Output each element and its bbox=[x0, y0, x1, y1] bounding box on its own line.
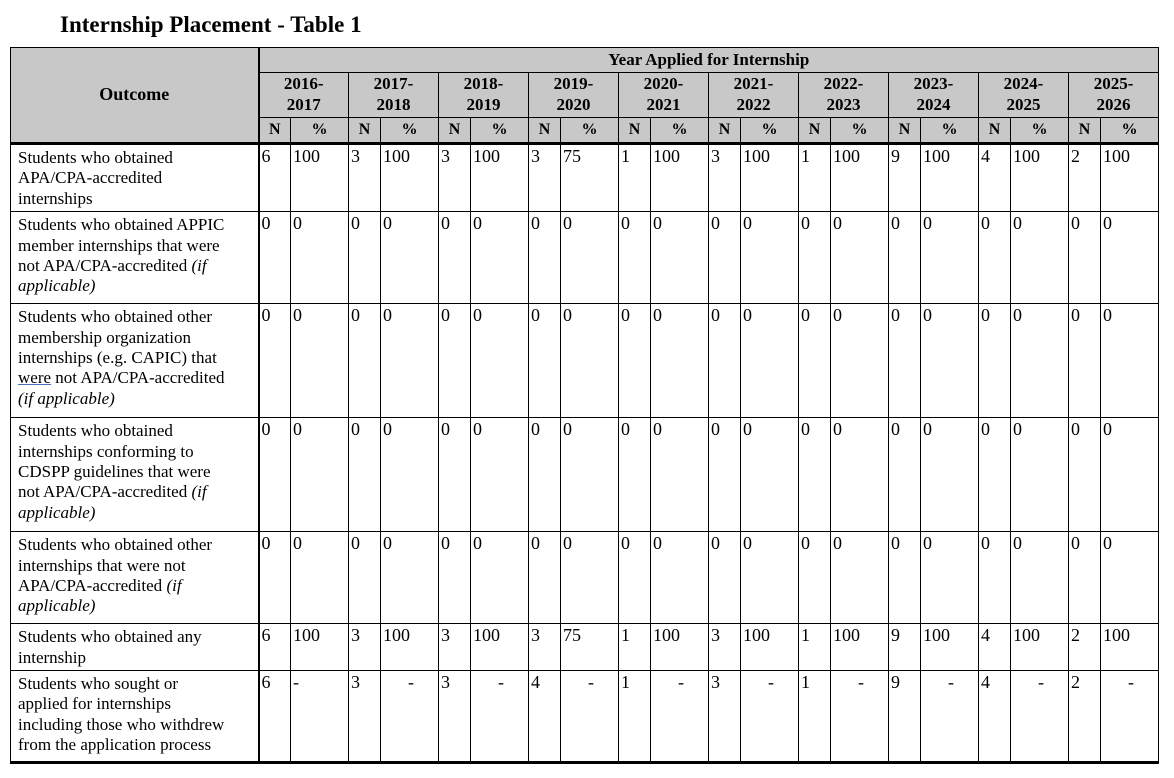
outcome-label-line: Students who obtained other bbox=[18, 535, 213, 555]
percent-cell: 0 bbox=[741, 212, 799, 304]
percent-cell: - bbox=[291, 670, 349, 762]
percent-cell: 100 bbox=[651, 624, 709, 671]
n-cell: 0 bbox=[799, 212, 831, 304]
percent-cell: - bbox=[921, 670, 979, 762]
n-cell: 0 bbox=[529, 304, 561, 418]
period-end: 2021 bbox=[646, 95, 681, 114]
n-cell: 0 bbox=[259, 212, 291, 304]
n-cell: 0 bbox=[889, 212, 921, 304]
percent-cell: 0 bbox=[651, 418, 709, 532]
outcome-label bbox=[11, 624, 259, 671]
period-header bbox=[259, 73, 349, 118]
percent-cell: 0 bbox=[291, 418, 349, 532]
n-cell: 0 bbox=[439, 212, 471, 304]
percent-cell: 100 bbox=[1011, 624, 1069, 671]
period-start: 2023- bbox=[913, 74, 954, 94]
table-row bbox=[11, 144, 1159, 212]
n-column-header: N bbox=[259, 118, 291, 144]
percent-cell: 0 bbox=[831, 532, 889, 624]
n-cell: 1 bbox=[619, 670, 651, 762]
percent-cell: 0 bbox=[831, 212, 889, 304]
percent-column-header: % bbox=[1101, 118, 1159, 144]
table-row bbox=[11, 532, 1159, 624]
if-applicable-note: (if applicable) bbox=[18, 575, 182, 616]
table-row bbox=[11, 304, 1159, 418]
period-start: 2016- bbox=[283, 74, 324, 94]
table-header bbox=[11, 48, 1159, 144]
percent-column-header: % bbox=[831, 118, 889, 144]
n-cell: 0 bbox=[889, 532, 921, 624]
n-cell: 1 bbox=[799, 144, 831, 212]
n-cell: 0 bbox=[1069, 532, 1101, 624]
n-cell: 0 bbox=[529, 532, 561, 624]
percent-cell: 0 bbox=[561, 212, 619, 304]
n-cell: 0 bbox=[709, 304, 741, 418]
outcome-label-line: internships bbox=[18, 188, 93, 208]
outcome-label-line: not APA/CPA-accredited bbox=[51, 368, 225, 388]
outcome-label-line: including those who withdrew bbox=[18, 714, 225, 734]
period-start: 2020- bbox=[643, 74, 684, 94]
percent-cell: 100 bbox=[291, 144, 349, 212]
outcome-label-line: internships (e.g. CAPIC) that bbox=[18, 347, 217, 367]
percent-cell: 0 bbox=[291, 304, 349, 418]
table-row bbox=[11, 212, 1159, 304]
n-cell: 0 bbox=[259, 304, 291, 418]
percent-cell: 75 bbox=[561, 144, 619, 212]
n-column-header: N bbox=[619, 118, 651, 144]
percent-cell: 0 bbox=[471, 418, 529, 532]
period-start: 2021- bbox=[733, 74, 774, 94]
outcome-label bbox=[11, 418, 259, 532]
percent-cell: 100 bbox=[741, 144, 799, 212]
outcome-label-line: internships conforming to bbox=[18, 441, 194, 461]
period-header bbox=[439, 73, 529, 118]
table-row bbox=[11, 418, 1159, 532]
percent-cell: 0 bbox=[561, 304, 619, 418]
n-cell: 0 bbox=[709, 212, 741, 304]
percent-cell: 0 bbox=[1011, 532, 1069, 624]
n-cell: 3 bbox=[439, 144, 471, 212]
period-end: 2024 bbox=[916, 95, 951, 114]
n-cell: 0 bbox=[349, 212, 381, 304]
outcome-label-line: Students who obtained other bbox=[18, 307, 213, 327]
percent-cell: 0 bbox=[921, 532, 979, 624]
internship-placement-table bbox=[10, 47, 1159, 764]
n-cell: 3 bbox=[439, 670, 471, 762]
percent-cell: 0 bbox=[381, 212, 439, 304]
percent-cell: 100 bbox=[471, 144, 529, 212]
percent-cell: 100 bbox=[1101, 144, 1159, 212]
percent-cell: 100 bbox=[471, 624, 529, 671]
percent-cell: 0 bbox=[471, 212, 529, 304]
percent-cell: 0 bbox=[831, 418, 889, 532]
outcome-label-line: internships that were not bbox=[18, 555, 186, 575]
percent-cell: 0 bbox=[381, 418, 439, 532]
percent-cell: 0 bbox=[921, 418, 979, 532]
page-title: Internship Placement - Table 1 bbox=[60, 12, 362, 37]
n-cell: 0 bbox=[979, 418, 1011, 532]
percent-cell: - bbox=[381, 670, 439, 762]
period-end: 2020 bbox=[556, 95, 591, 114]
n-cell: 0 bbox=[979, 304, 1011, 418]
outcome-label-line: Students who obtained any bbox=[18, 627, 202, 647]
n-cell: 3 bbox=[349, 624, 381, 671]
n-cell: 0 bbox=[529, 212, 561, 304]
n-column-header: N bbox=[439, 118, 471, 144]
n-cell: 0 bbox=[889, 418, 921, 532]
percent-cell: 0 bbox=[1011, 212, 1069, 304]
period-header bbox=[529, 73, 619, 118]
percent-cell: 0 bbox=[561, 418, 619, 532]
n-cell: 2 bbox=[1069, 670, 1101, 762]
n-cell: 4 bbox=[529, 670, 561, 762]
percent-cell: 100 bbox=[831, 624, 889, 671]
table-body bbox=[11, 144, 1159, 763]
percent-cell: 100 bbox=[1101, 624, 1159, 671]
n-cell: 0 bbox=[979, 532, 1011, 624]
percent-cell: 100 bbox=[741, 624, 799, 671]
percent-cell: - bbox=[1011, 670, 1069, 762]
percent-cell: 0 bbox=[561, 532, 619, 624]
outcome-label-line: Students who obtained APPIC bbox=[18, 215, 225, 235]
outcome-label-line: APA/CPA-accredited bbox=[18, 168, 163, 188]
period-start: 2022- bbox=[823, 74, 864, 94]
outcome-label-line: were bbox=[18, 368, 52, 388]
n-cell: 0 bbox=[349, 532, 381, 624]
period-header bbox=[619, 73, 709, 118]
percent-column-header: % bbox=[561, 118, 619, 144]
n-column-header: N bbox=[709, 118, 741, 144]
n-cell: 3 bbox=[439, 624, 471, 671]
percent-cell: 100 bbox=[1011, 144, 1069, 212]
n-cell: 4 bbox=[979, 624, 1011, 671]
n-cell: 3 bbox=[709, 624, 741, 671]
outcome-label bbox=[11, 670, 259, 762]
n-column-header: N bbox=[529, 118, 561, 144]
percent-column-header: % bbox=[921, 118, 979, 144]
outcome-label-line: not APA/CPA-accredited bbox=[18, 255, 192, 275]
percent-cell: 0 bbox=[651, 304, 709, 418]
if-applicable-note: (if applicable) bbox=[18, 255, 207, 296]
n-cell: 3 bbox=[709, 670, 741, 762]
n-cell: 4 bbox=[979, 144, 1011, 212]
n-cell: 0 bbox=[439, 418, 471, 532]
period-header bbox=[889, 73, 979, 118]
n-cell: 0 bbox=[529, 418, 561, 532]
percent-cell: - bbox=[561, 670, 619, 762]
percent-column-header: % bbox=[651, 118, 709, 144]
n-cell: 0 bbox=[799, 304, 831, 418]
n-cell: 0 bbox=[439, 532, 471, 624]
percent-cell: 100 bbox=[831, 144, 889, 212]
outcome-header: Outcome bbox=[11, 48, 259, 144]
n-cell: 0 bbox=[979, 212, 1011, 304]
n-cell: 1 bbox=[619, 144, 651, 212]
n-cell: 3 bbox=[529, 144, 561, 212]
percent-cell: 0 bbox=[831, 304, 889, 418]
n-column-header: N bbox=[799, 118, 831, 144]
outcome-label-line: membership organization bbox=[18, 327, 191, 347]
percent-cell: 75 bbox=[561, 624, 619, 671]
period-header bbox=[709, 73, 799, 118]
percent-cell: 0 bbox=[1101, 304, 1159, 418]
n-cell: 0 bbox=[259, 418, 291, 532]
n-cell: 9 bbox=[889, 670, 921, 762]
n-cell: 6 bbox=[259, 624, 291, 671]
table-row bbox=[11, 670, 1159, 762]
percent-cell: 0 bbox=[381, 304, 439, 418]
percent-cell: 100 bbox=[921, 624, 979, 671]
percent-cell: - bbox=[831, 670, 889, 762]
period-end: 2017 bbox=[286, 95, 321, 114]
percent-cell: 0 bbox=[471, 304, 529, 418]
percent-cell: 100 bbox=[921, 144, 979, 212]
percent-cell: 0 bbox=[1011, 418, 1069, 532]
period-header bbox=[799, 73, 889, 118]
outcome-label bbox=[11, 532, 259, 624]
outcome-label bbox=[11, 304, 259, 418]
n-cell: 0 bbox=[1069, 304, 1101, 418]
n-cell: 0 bbox=[619, 304, 651, 418]
n-cell: 0 bbox=[619, 212, 651, 304]
n-cell: 0 bbox=[619, 418, 651, 532]
percent-cell: 0 bbox=[1101, 418, 1159, 532]
percent-cell: 0 bbox=[741, 532, 799, 624]
period-header bbox=[1069, 73, 1159, 118]
n-cell: 2 bbox=[1069, 624, 1101, 671]
percent-column-header: % bbox=[471, 118, 529, 144]
percent-column-header: % bbox=[1011, 118, 1069, 144]
period-end: 2018 bbox=[376, 95, 411, 114]
n-cell: 3 bbox=[709, 144, 741, 212]
period-end: 2025 bbox=[1006, 95, 1041, 114]
percent-cell: - bbox=[1101, 670, 1159, 762]
outcome-label-line: Students who obtained bbox=[18, 148, 173, 167]
n-cell: 0 bbox=[709, 532, 741, 624]
n-cell: 0 bbox=[1069, 418, 1101, 532]
outcome-label bbox=[11, 212, 259, 304]
n-cell: 0 bbox=[349, 304, 381, 418]
outcome-label-line: CDSPP guidelines that were bbox=[18, 461, 211, 481]
percent-column-header: % bbox=[741, 118, 799, 144]
percent-cell: - bbox=[651, 670, 709, 762]
percent-cell: 100 bbox=[381, 144, 439, 212]
n-cell: 9 bbox=[889, 624, 921, 671]
percent-cell: 0 bbox=[741, 304, 799, 418]
table-row bbox=[11, 624, 1159, 671]
percent-cell: 100 bbox=[651, 144, 709, 212]
percent-column-header: % bbox=[291, 118, 349, 144]
period-end: 2019 bbox=[466, 95, 501, 114]
percent-cell: 0 bbox=[651, 212, 709, 304]
n-cell: 0 bbox=[889, 304, 921, 418]
outcome-label-line: Students who obtained bbox=[18, 421, 173, 441]
percent-cell: 0 bbox=[381, 532, 439, 624]
percent-cell: 0 bbox=[651, 532, 709, 624]
n-cell: 0 bbox=[349, 418, 381, 532]
n-cell: 0 bbox=[799, 532, 831, 624]
outcome-label-line: from the application process bbox=[18, 735, 212, 755]
n-cell: 1 bbox=[799, 670, 831, 762]
if-applicable-note: (if applicable) bbox=[18, 388, 115, 408]
year-applied-header: Year Applied for Internship bbox=[259, 48, 1159, 73]
period-start: 2024- bbox=[1003, 74, 1044, 94]
n-cell: 6 bbox=[259, 670, 291, 762]
n-cell: 2 bbox=[1069, 144, 1101, 212]
percent-cell: 0 bbox=[741, 418, 799, 532]
outcome-label-line: applied for internships bbox=[18, 694, 171, 714]
percent-cell: 0 bbox=[921, 304, 979, 418]
outcome-label-line: not APA/CPA-accredited bbox=[18, 482, 192, 502]
n-cell: 0 bbox=[799, 418, 831, 532]
n-cell: 1 bbox=[619, 624, 651, 671]
n-cell: 0 bbox=[619, 532, 651, 624]
n-cell: 0 bbox=[259, 532, 291, 624]
n-column-header: N bbox=[889, 118, 921, 144]
percent-cell: 0 bbox=[291, 532, 349, 624]
n-cell: 4 bbox=[979, 670, 1011, 762]
percent-cell: 0 bbox=[1101, 212, 1159, 304]
period-end: 2022 bbox=[736, 95, 771, 114]
period-start: 2019- bbox=[553, 74, 594, 94]
n-column-header: N bbox=[1069, 118, 1101, 144]
percent-cell: - bbox=[471, 670, 529, 762]
n-cell: 3 bbox=[529, 624, 561, 671]
percent-cell: 0 bbox=[471, 532, 529, 624]
period-end: 2026 bbox=[1096, 95, 1131, 114]
outcome-label-line: internship bbox=[18, 647, 86, 667]
period-start: 2025- bbox=[1093, 74, 1134, 94]
n-cell: 0 bbox=[1069, 212, 1101, 304]
n-cell: 9 bbox=[889, 144, 921, 212]
percent-cell: 0 bbox=[1101, 532, 1159, 624]
percent-cell: 0 bbox=[1011, 304, 1069, 418]
n-column-header: N bbox=[349, 118, 381, 144]
period-header bbox=[979, 73, 1069, 118]
n-cell: 3 bbox=[349, 670, 381, 762]
if-applicable-note: (if applicable) bbox=[18, 482, 207, 522]
percent-cell: 0 bbox=[921, 212, 979, 304]
period-start: 2018- bbox=[463, 74, 504, 94]
outcome-label-line: APA/CPA-accredited bbox=[18, 575, 167, 595]
percent-column-header: % bbox=[381, 118, 439, 144]
percent-cell: - bbox=[741, 670, 799, 762]
period-end: 2023 bbox=[826, 95, 861, 114]
outcome-label bbox=[11, 144, 259, 212]
n-cell: 1 bbox=[799, 624, 831, 671]
n-column-header: N bbox=[979, 118, 1011, 144]
outcome-label-line: Students who sought or bbox=[18, 673, 179, 693]
n-cell: 6 bbox=[259, 144, 291, 212]
percent-cell: 100 bbox=[381, 624, 439, 671]
outcome-label-line: member internships that were bbox=[18, 235, 220, 255]
period-header bbox=[349, 73, 439, 118]
n-cell: 0 bbox=[709, 418, 741, 532]
n-cell: 3 bbox=[349, 144, 381, 212]
n-cell: 0 bbox=[439, 304, 471, 418]
percent-cell: 0 bbox=[291, 212, 349, 304]
percent-cell: 100 bbox=[291, 624, 349, 671]
period-start: 2017- bbox=[373, 74, 414, 94]
